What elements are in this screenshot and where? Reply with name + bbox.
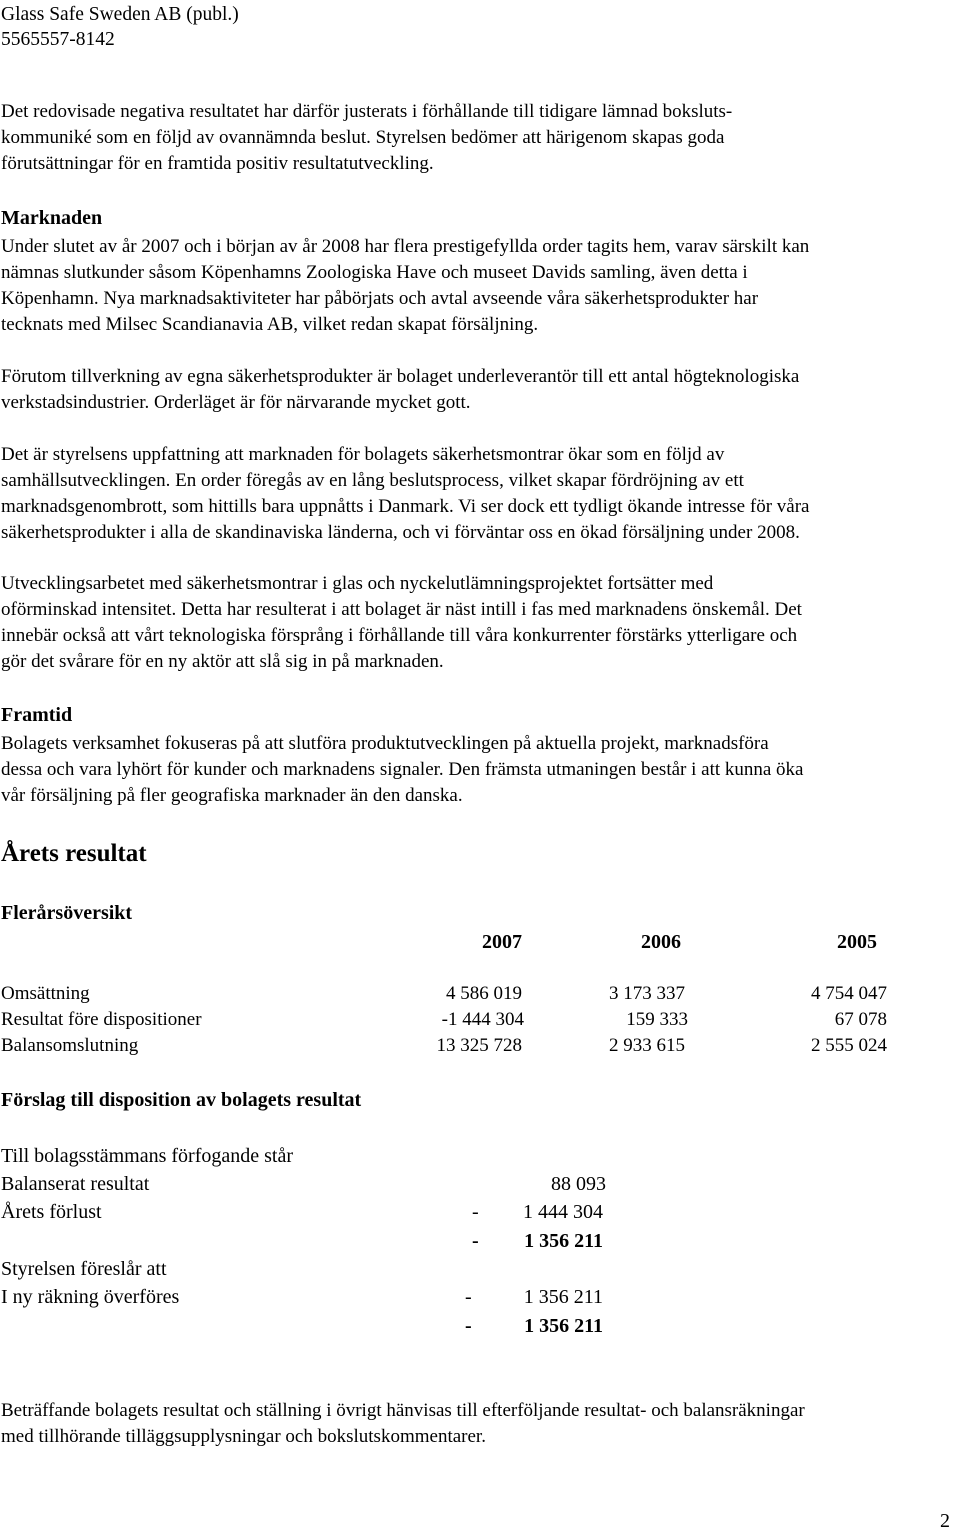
market-paragraph-1: [1, 234, 953, 338]
carry-label: I ny räkning överföres: [1, 1286, 180, 1308]
market-heading: Marknaden: [1, 207, 103, 229]
sum-value: 1 356 211: [524, 1230, 603, 1252]
year-header: 2006: [641, 931, 681, 953]
text-line: nämnas slutkunder såsom Köpenhamns Zoologiska Have och museet Davids samling, även detta i: [1, 262, 748, 283]
text-line: Köpenhamn. Nya marknadsaktiviteter har påbörjats och avtal avseende våra säkerhetsprodukter har: [1, 288, 759, 309]
text-line: Bolagets verksamhet fokuseras på att slutföra produktutvecklingen på aktuella projekt, marknadsföra: [1, 733, 769, 754]
row-value: 159 333: [626, 1009, 688, 1030]
text-line: Det redovisade negativa resultatet har därför justerats i förhållande till tidigare lämnad boksluts-: [1, 101, 733, 122]
loss-sign: -: [472, 1201, 479, 1223]
org-number: 5565557-8142: [1, 29, 115, 50]
text-line: tecknats med Milsec Scandianavia AB, vilket redan skapat försäljning.: [1, 314, 539, 335]
text-line: innebär också att vårt teknologiska försprång i förhållande till våra konkurrenter förstärks ytterligare och: [1, 625, 798, 646]
text-line: säkerhetsprodukter i alla de skandinaviska länderna, och vi förväntar oss en ökad försäljning under 2008.: [1, 522, 800, 543]
available-label: Till bolagsstämmans förfogande står: [1, 1145, 294, 1167]
text-line: gör det svårare för en ny aktör att slå sig in på marknaden.: [1, 651, 444, 672]
market-paragraph-3: [1, 442, 953, 546]
row-value: 2 555 024: [811, 1035, 887, 1056]
row-value: 67 078: [834, 1009, 887, 1030]
board-label: Styrelsen föreslår att: [1, 1258, 167, 1280]
text-line: Under slutet av år 2007 och i början av år 2008 har flera prestigefyllda order tagits hem, varav särskilt kan: [1, 236, 810, 257]
text-line: Beträffande bolagets resultat och ställning i övrigt hänvisas till efterföljande resultat- och balansräkningar: [1, 1400, 805, 1421]
row-label: Omsättning: [1, 983, 90, 1004]
row-value: -1 444 304: [441, 1009, 524, 1030]
carry-value: 1 356 211: [523, 1286, 603, 1308]
sum-sign: -: [472, 1230, 479, 1252]
text-line: kommuniké som en följd av ovannämnda beslut. Styrelsen bedömer att härigenom skapas goda: [1, 127, 725, 148]
row-value: 4 754 047: [811, 983, 887, 1004]
retained-value: 88 093: [551, 1173, 606, 1195]
closing-paragraph: [1, 1398, 953, 1450]
future-heading: Framtid: [1, 704, 73, 726]
text-line: dessa och vara lyhört för kunder och marknadens signaler. Den främsta utmaningen består i att kunna öka: [1, 759, 804, 780]
text-line: marknadsgenombrott, som hittills bara uppnåtts i Danmark. Vi ser dock ett tydligt ökande intresse för våra: [1, 496, 810, 517]
row-value: 13 325 728: [436, 1035, 522, 1056]
text-line: oförminskad intensitet. Detta har resulterat i att bolaget är näst intill i fas med marknadens önskemål. Det: [1, 599, 802, 620]
market-paragraph-4: [1, 571, 953, 675]
year-header: 2005: [837, 931, 877, 953]
year-header: 2007: [482, 931, 522, 953]
row-value: 2 933 615: [609, 1035, 685, 1056]
row-label: Resultat före dispositioner: [1, 1009, 202, 1030]
text-line: verkstadsindustrier. Orderläget är för närvarande mycket gott.: [1, 392, 471, 413]
text-line: Utvecklingsarbetet med säkerhetsmontrar i glas och nyckelutlämningsprojektet fortsätter med: [1, 573, 714, 594]
loss-label: Årets förlust: [1, 1201, 102, 1223]
total-value: 1 356 211: [524, 1315, 603, 1337]
text-line: med tillhörande tilläggsupplysningar och bokslutskommentarer.: [1, 1426, 486, 1447]
row-value: 3 173 337: [609, 983, 685, 1004]
row-label: Balansomslutning: [1, 1035, 139, 1056]
future-paragraph: [1, 731, 953, 809]
retained-label: Balanserat resultat: [1, 1173, 150, 1195]
overview-heading: Flerårsöversikt: [1, 902, 133, 924]
text-line: förutsättningar för en framtida positiv resultatutveckling.: [1, 153, 434, 174]
text-line: Förutom tillverkning av egna säkerhetsprodukter är bolaget underleverantör till ett antal högteknologiska: [1, 366, 800, 387]
text-line: vår försäljning på fler geografiska marknader än den danska.: [1, 785, 463, 806]
carry-sign: -: [465, 1286, 472, 1308]
text-line: samhällsutvecklingen. En order föregås av en lång beslutsprocess, vilket skapar fördröjning av ett: [1, 470, 744, 491]
company-name: Glass Safe Sweden AB (publ.): [1, 4, 239, 25]
text-line: Det är styrelsens uppfattning att marknaden för bolagets säkerhetsmontrar ökar som en följd av: [1, 444, 725, 465]
proposal-heading: Förslag till disposition av bolagets resultat: [1, 1089, 362, 1111]
row-value: 4 586 019: [446, 983, 522, 1004]
intro-paragraph: [1, 99, 953, 177]
result-heading: Årets resultat: [1, 840, 147, 867]
loss-value: 1 444 304: [523, 1201, 603, 1223]
page-number: 2: [940, 1510, 950, 1532]
total-sign: -: [465, 1315, 472, 1337]
market-paragraph-2: [1, 364, 953, 416]
